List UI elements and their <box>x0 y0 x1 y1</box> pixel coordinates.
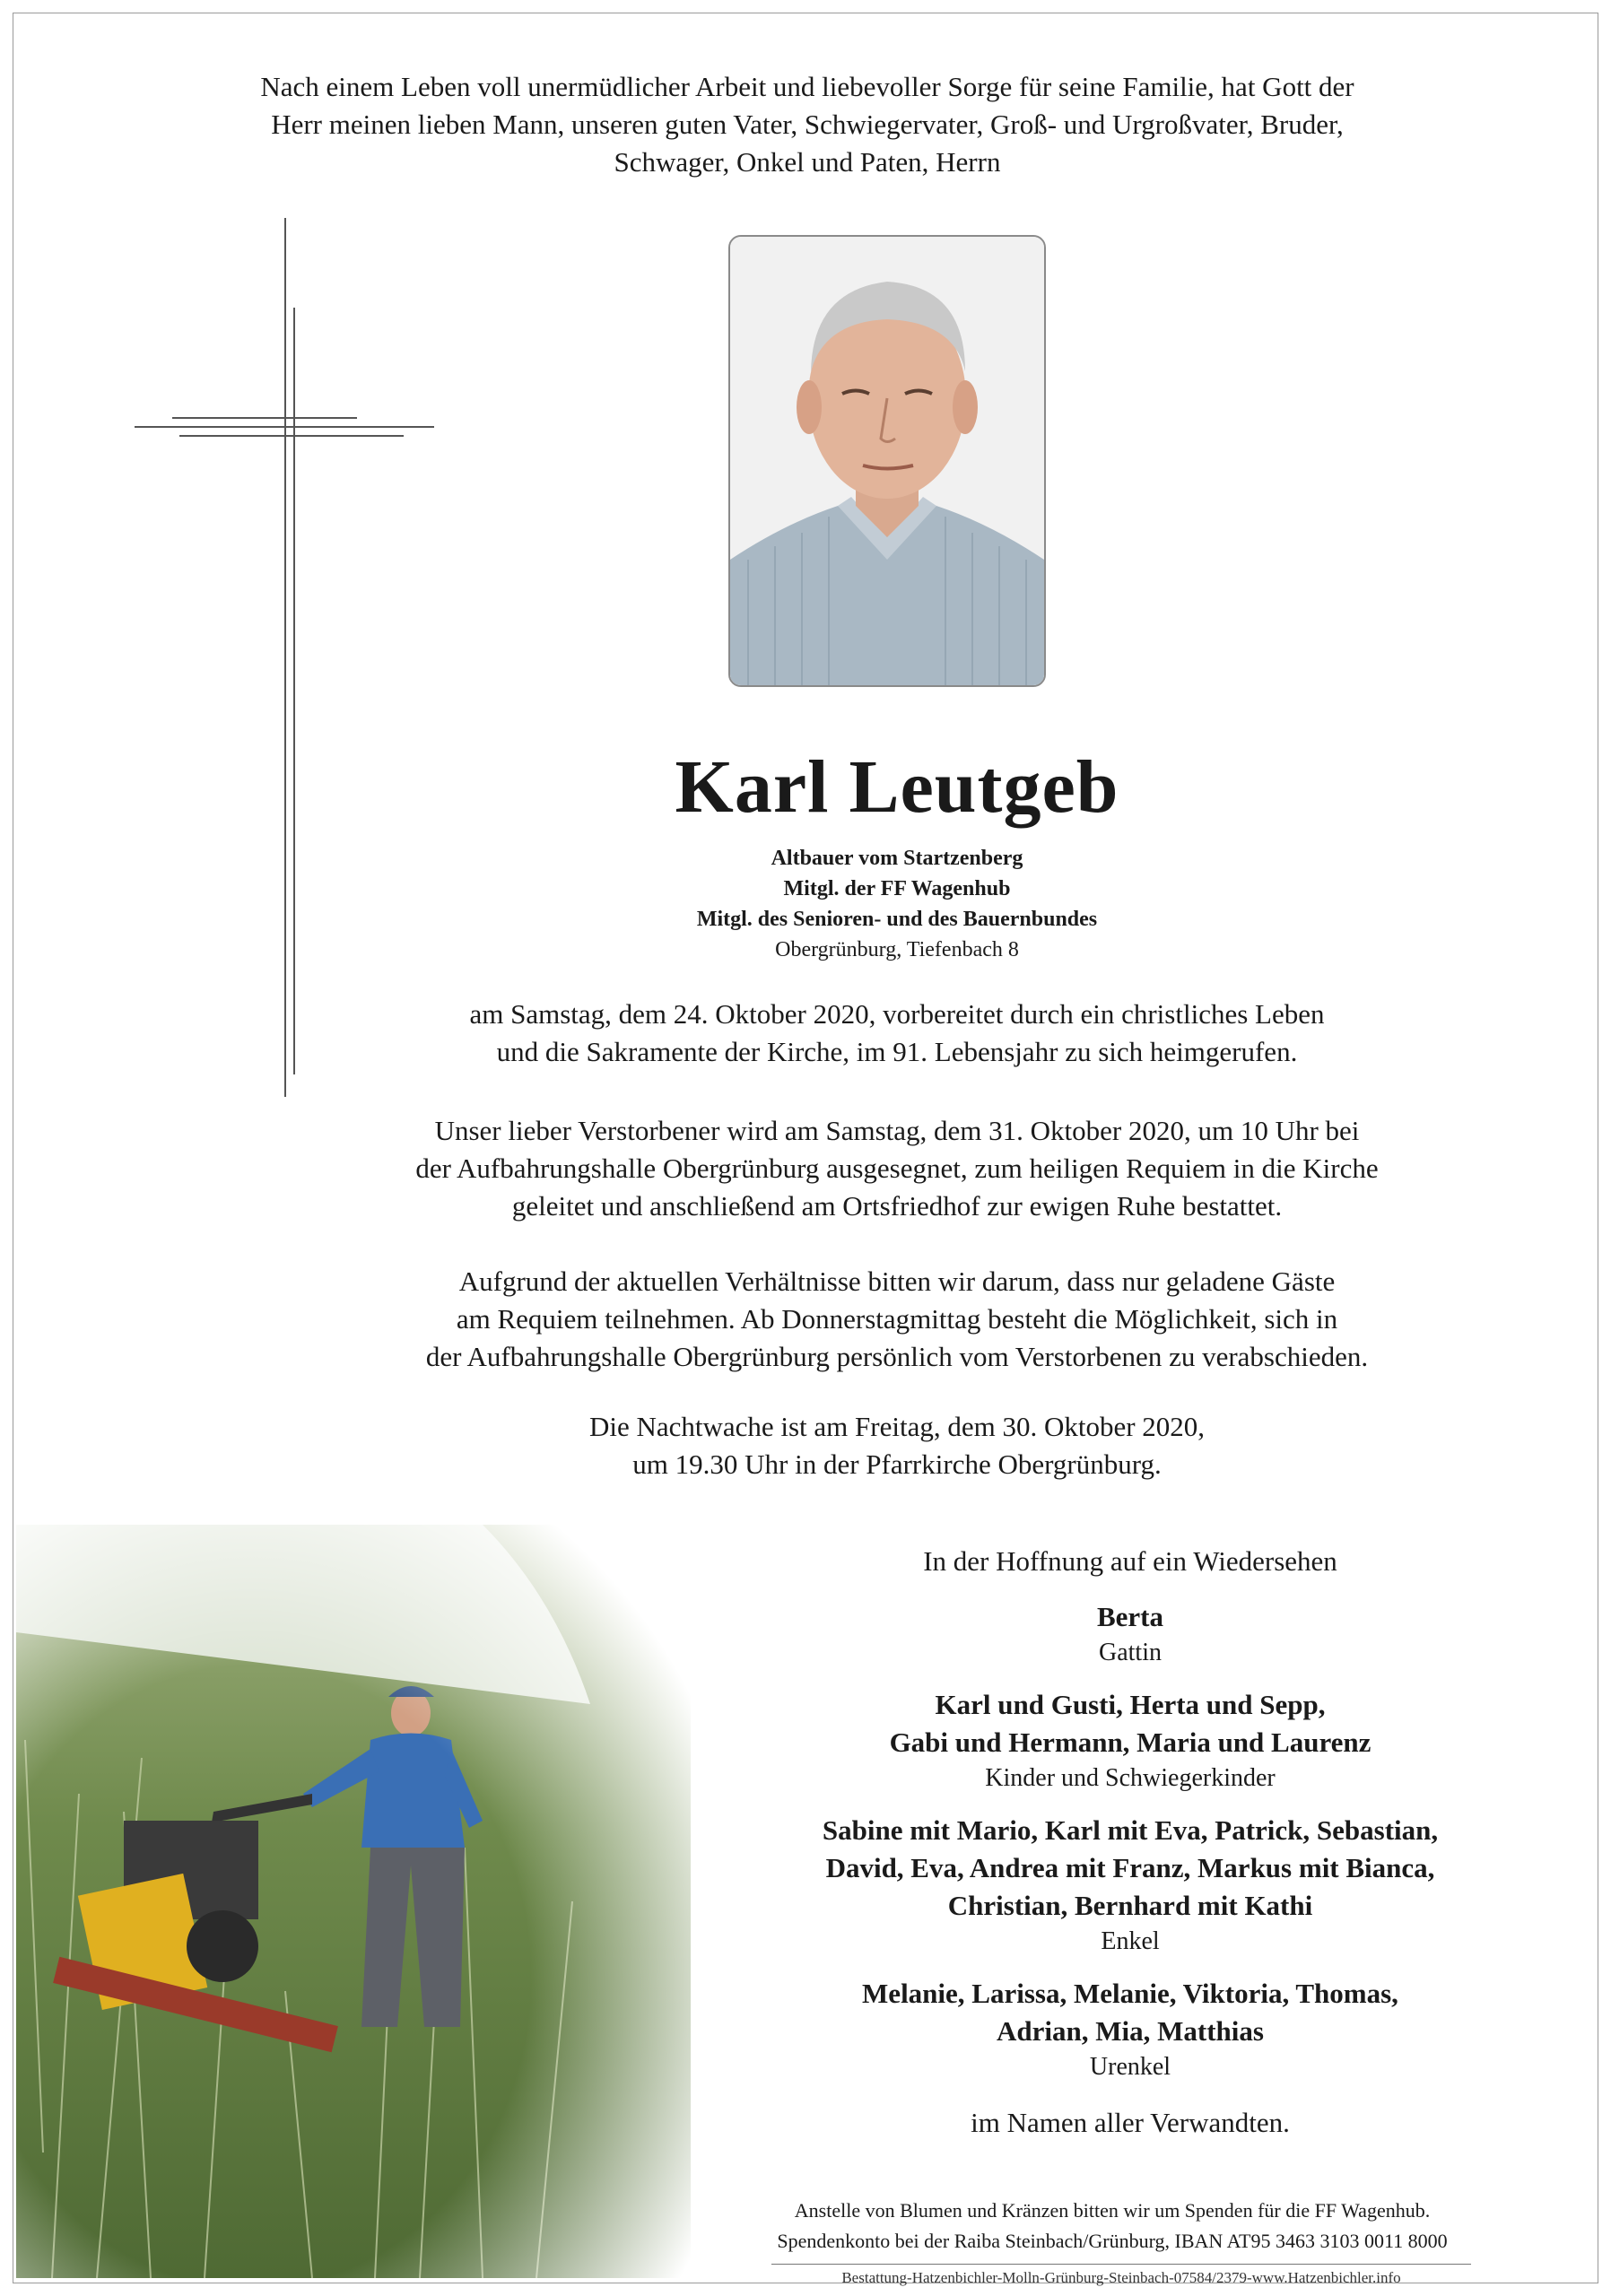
title-line: Mitgl. des Senioren- und des Bauernbundes <box>696 908 1098 931</box>
notice-line: am Samstag, dem 24. Oktober 2020, vorbereitet durch ein christliches Leben <box>469 998 1325 1030</box>
grandchildren-role: Enkel <box>1101 1927 1160 1955</box>
death-notice <box>296 996 1498 1071</box>
note-line: der Aufbahrungshalle Obergrünburg persönlich vom Verstorbenen zu verabschieden. <box>425 1341 1369 1372</box>
vigil-line: um 19.30 Uhr in der Pfarrkirche Obergrünburg. <box>632 1448 1162 1480</box>
vigil-info <box>296 1408 1498 1483</box>
closing-line: im Namen aller Verwandten. <box>971 2107 1290 2138</box>
funeral-line: geleitet und anschließend am Ortsfriedhof zur ewigen Ruhe bestattet. <box>511 1190 1283 1222</box>
grandchildren-names: David, Eva, Andrea mit Franz, Markus mit Bianca, <box>825 1852 1435 1883</box>
notice-line: und die Sakramente der Kirche, im 91. Lebensjahr zu sich heimgerufen. <box>496 1036 1298 1067</box>
portrait-image <box>730 237 1044 685</box>
field-photo <box>16 1525 691 2278</box>
credit-divider <box>771 2264 1471 2265</box>
children-names: Gabi und Hermann, Maria und Laurenz <box>889 1726 1372 1758</box>
donation-line: Spendenkonto bei der Raiba Steinbach/Grünburg, IBAN AT95 3463 3103 0011 8000 <box>777 2230 1448 2252</box>
note-line: Aufgrund der aktuellen Verhältnisse bitten wir darum, dass nur geladene Gäste <box>458 1265 1336 1297</box>
title-line: Mitgl. der FF Wagenhub <box>783 877 1011 900</box>
mourners-intro: In der Hoffnung auf ein Wiedersehen <box>923 1545 1337 1577</box>
intro-text <box>224 68 1390 181</box>
intro-line: Nach einem Leben voll unermüdlicher Arbeit und liebevoller Sorge für seine Familie, hat Gott der <box>260 71 1354 102</box>
attendance-note <box>296 1263 1498 1376</box>
wife-role: Gattin <box>1099 1639 1162 1666</box>
donation-line: Anstelle von Blumen und Kränzen bitten wir um Spenden für die FF Wagenhub. <box>794 2199 1431 2222</box>
deceased-name: Karl Leutgeb <box>675 745 1119 829</box>
cross-icon <box>135 218 440 1097</box>
funeral-home-credit: Bestattung-Hatzenbichler-Molln-Grünburg-Steinbach-07584/2379-www.Hatzenbichler.info <box>841 2269 1401 2286</box>
portrait-photo <box>728 235 1046 687</box>
intro-line: Herr meinen lieben Mann, unseren guten Vater, Schwiegervater, Groß- und Urgroßvater, Bruder, <box>271 109 1344 140</box>
funeral-info <box>296 1112 1498 1225</box>
vigil-line: Die Nachtwache ist am Freitag, dem 30. Oktober 2020, <box>588 1411 1206 1442</box>
intro-line: Schwager, Onkel und Paten, Herrn <box>614 146 1001 178</box>
great-grandchildren-names: Adrian, Mia, Matthias <box>997 2015 1264 2047</box>
donation-note <box>646 2196 1579 2257</box>
children-role: Kinder und Schwiegerkinder <box>985 1764 1276 1792</box>
address: Obergrünburg, Tiefenbach 8 <box>775 938 1019 961</box>
funeral-line: der Aufbahrungshalle Obergrünburg ausgesegnet, zum heiligen Requiem in die Kirche <box>415 1152 1379 1184</box>
wife-name: Berta <box>1096 1601 1164 1632</box>
funeral-line: Unser lieber Verstorbener wird am Samstag, dem 31. Oktober 2020, um 10 Uhr bei <box>434 1115 1360 1146</box>
title-line: Altbauer vom Startzenberg <box>771 847 1023 870</box>
deceased-titles <box>448 843 1345 965</box>
great-grandchildren-names: Melanie, Larissa, Melanie, Viktoria, Thomas, <box>862 1978 1398 2009</box>
grandchildren-names: Sabine mit Mario, Karl mit Eva, Patrick, Sebastian, <box>822 1814 1439 1846</box>
children-names: Karl und Gusti, Herta und Sepp, <box>935 1689 1326 1720</box>
grandchildren-names: Christian, Bernhard mit Kathi <box>947 1890 1313 1921</box>
field-photo-image <box>16 1525 691 2278</box>
great-grandchildren-role: Urenkel <box>1089 2053 1171 2081</box>
mourners-block <box>682 1543 1579 2142</box>
note-line: am Requiem teilnehmen. Ab Donnerstagmittag besteht die Möglichkeit, sich in <box>456 1303 1338 1335</box>
